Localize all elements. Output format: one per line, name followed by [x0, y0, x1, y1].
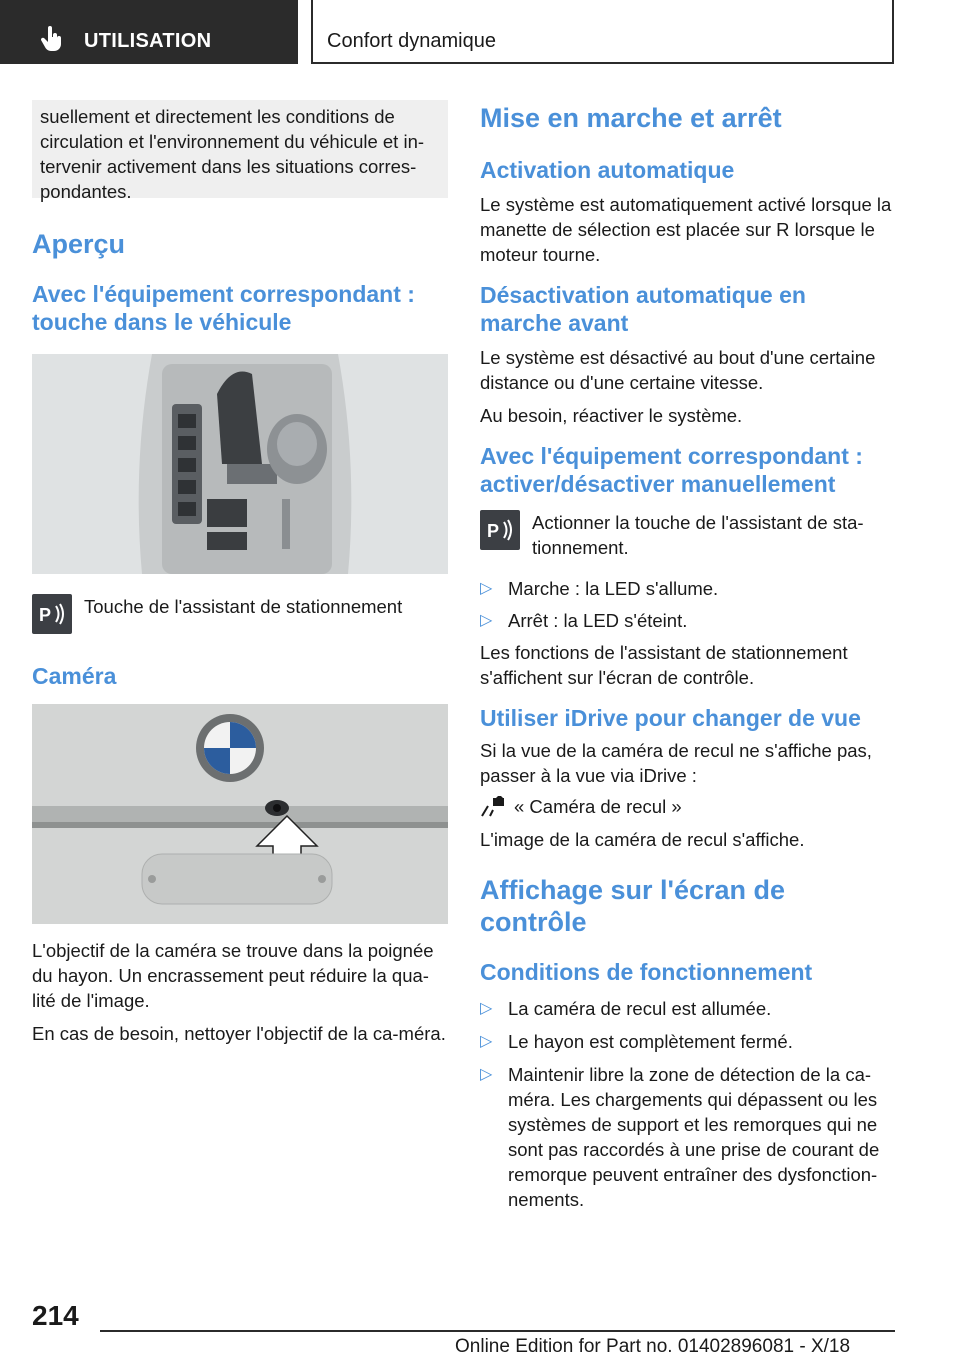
- camera-text-2: En cas de besoin, nettoyer l'objectif de la ca-méra.: [32, 1023, 446, 1044]
- parking-key-text: Touche de l'assistant de stationnement: [84, 596, 403, 617]
- bullet-text: Le hayon est complètement fermé.: [508, 1031, 793, 1052]
- bullet-text: Marche : la LED s'allume.: [508, 578, 719, 599]
- camera-text-1: L'objectif de la caméra se trouve dans la poignée du hayon. Un encrassement peut réduire la qua-lité de l'image.: [32, 940, 434, 1011]
- list-item: [480, 996, 894, 1021]
- desactivation-text-1: Le système est désactivé au bout d'une certaine distance ou d'une certaine vitesse.: [480, 347, 876, 393]
- heading-activation: Activation automatique: [480, 157, 735, 183]
- chapter-tab: [311, 0, 894, 64]
- heading-idrive: Utiliser iDrive pour changer de vue: [480, 705, 861, 731]
- bullet-triangle-icon: ▷: [480, 580, 493, 597]
- section-title: UTILISATION: [84, 30, 212, 52]
- idrive-menu-text: « Caméra de recul »: [514, 796, 682, 817]
- left-column: [32, 100, 448, 1046]
- section-tab: [0, 0, 298, 64]
- bullet-triangle-icon: ▷: [480, 1000, 493, 1017]
- bullet-text: Arrêt : la LED s'éteint.: [508, 610, 688, 631]
- list-item: [480, 1062, 894, 1212]
- bullet-triangle-icon: ▷: [480, 1033, 493, 1050]
- tailgate-camera-illustration: [32, 704, 448, 924]
- heading-apercu: Aperçu: [32, 229, 126, 259]
- bullet-text: La caméra de recul est allumée.: [508, 998, 772, 1019]
- edition-text: Online Edition for Part no. 01402896081 - X/18: [455, 1336, 851, 1357]
- parking-assistant-icon: [480, 510, 520, 550]
- list-item: [480, 576, 894, 601]
- page-header: [0, 0, 960, 66]
- bullet-text: Maintenir libre la zone de détection de la ca-méra. Les chargements qui dépassent ou les systèmes de support et les remorques qui ne sont pas raccordés à une prise de courant de remorque peuvent entraîner des dysfonction-nements.: [508, 1064, 880, 1210]
- intro-text: suellement et directement les conditions de circulation et l'environnement du véhicule et in-tervenir activement dans les situations corres-pondantes.: [40, 106, 425, 202]
- idrive-menu-item: [480, 794, 894, 819]
- note-box: [32, 100, 448, 202]
- gear-console-illustration: [32, 354, 448, 574]
- footer-divider: [100, 1330, 895, 1332]
- svg-text:P: P: [487, 521, 500, 541]
- heading-mise-en-marche: Mise en marche et arrêt: [480, 103, 782, 133]
- manuel-text: Actionner la touche de l'assistant de sta-tionnement.: [532, 512, 864, 558]
- desactivation-text-2: Au besoin, réactiver le système.: [480, 405, 743, 426]
- pointing-hand-icon: [40, 26, 64, 52]
- bullet-triangle-icon: ▷: [480, 1066, 493, 1083]
- heading-manuel: Avec l'équipement correspondant : activer/désactiver manuellement: [480, 443, 863, 497]
- camera-reverse-icon: [480, 796, 506, 818]
- svg-text:P: P: [39, 605, 52, 625]
- parking-assistant-icon: [32, 594, 72, 634]
- list-item: [480, 608, 894, 633]
- activation-text: Le système est automatiquement activé lorsque la manette de sélection est placée sur R lorsque le moteur tourne.: [480, 194, 892, 265]
- bullet-triangle-icon: ▷: [480, 612, 493, 629]
- idrive-result-text: L'image de la caméra de recul s'affiche.: [480, 829, 805, 850]
- heading-conditions: Conditions de fonctionnement: [480, 959, 813, 985]
- heading-equip-touche: Avec l'équipement correspondant : touche dans le véhicule: [32, 281, 415, 335]
- list-item: [480, 1029, 894, 1054]
- idrive-text: Si la vue de la caméra de recul ne s'affiche pas, passer à la vue via iDrive :: [480, 740, 872, 786]
- heading-camera: Caméra: [32, 663, 117, 689]
- parking-key-caption: [32, 594, 448, 634]
- console-photo: [32, 354, 448, 574]
- heading-desactivation: Désactivation automatique en marche avant: [480, 282, 806, 336]
- fonctions-text: Les fonctions de l'assistant de stationnement s'affichent sur l'écran de contrôle.: [480, 642, 848, 688]
- camera-photo: [32, 704, 448, 924]
- chapter-title: Confort dynamique: [327, 30, 496, 52]
- heading-affichage: Affichage sur l'écran de contrôle: [480, 875, 786, 937]
- page-number: 214: [32, 1300, 79, 1331]
- manuel-instruction: [480, 510, 894, 560]
- right-column: [480, 100, 894, 1212]
